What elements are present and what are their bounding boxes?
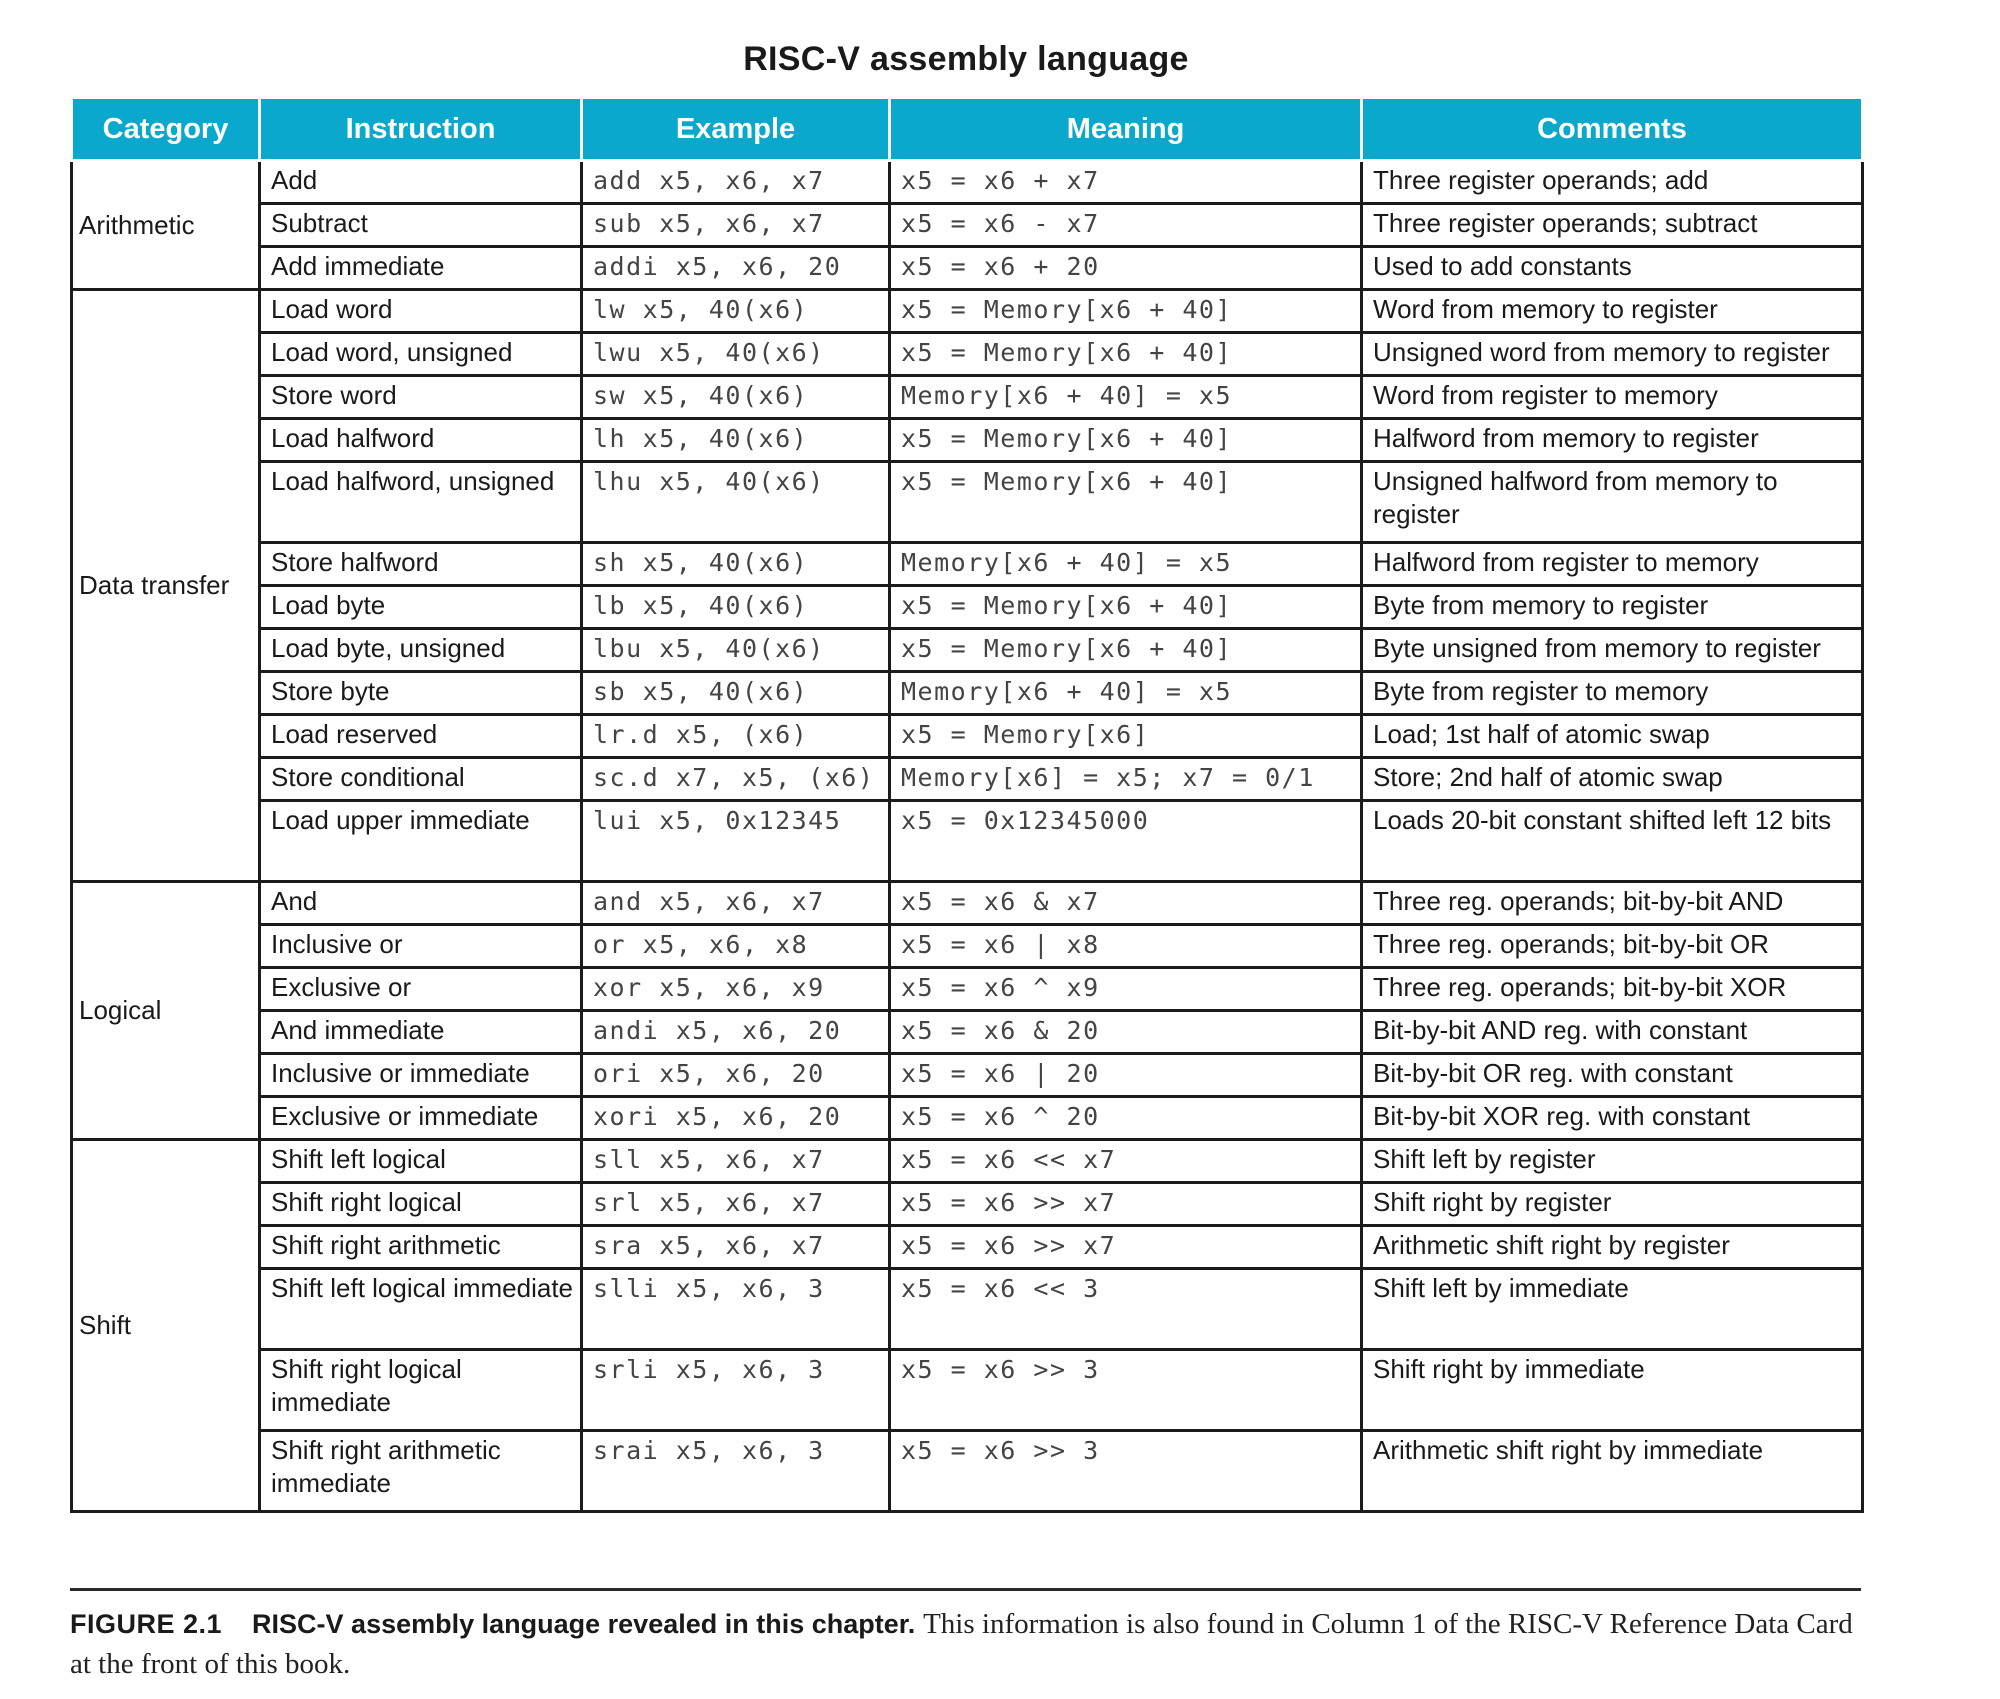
instruction-cell: Subtract: [260, 204, 582, 247]
table-row: [72, 1097, 1863, 1140]
comment-cell: Load; 1st half of atomic swap: [1362, 715, 1863, 758]
example-cell: ori x5, x6, 20: [582, 1054, 890, 1097]
meaning-cell: x5 = x6 << x7: [890, 1140, 1362, 1183]
meaning-cell: x5 = x6 << 3: [890, 1269, 1362, 1350]
instruction-cell: And immediate: [260, 1011, 582, 1054]
example-cell: add x5, x6, x7: [582, 161, 890, 204]
meaning-cell: x5 = Memory[x6 + 40]: [890, 333, 1362, 376]
example-cell: and x5, x6, x7: [582, 882, 890, 925]
comment-cell: Three register operands; add: [1362, 161, 1863, 204]
comment-cell: Unsigned halfword from memory to register: [1362, 462, 1863, 543]
table-row: [72, 715, 1863, 758]
meaning-cell: x5 = x6 + 20: [890, 247, 1362, 290]
comment-cell: Three reg. operands; bit-by-bit XOR: [1362, 968, 1863, 1011]
meaning-cell: Memory[x6 + 40] = x5: [890, 376, 1362, 419]
meaning-cell: x5 = x6 >> x7: [890, 1226, 1362, 1269]
example-cell: srl x5, x6, x7: [582, 1183, 890, 1226]
comment-cell: Byte unsigned from memory to register: [1362, 629, 1863, 672]
example-cell: srli x5, x6, 3: [582, 1350, 890, 1431]
comment-cell: Loads 20-bit constant shifted left 12 bits: [1362, 801, 1863, 882]
comment-cell: Bit-by-bit OR reg. with constant: [1362, 1054, 1863, 1097]
table-row: [72, 758, 1863, 801]
table-row: [72, 333, 1863, 376]
caption-title: RISC-V assembly language revealed in this chapter.: [252, 1609, 916, 1639]
example-cell: or x5, x6, x8: [582, 925, 890, 968]
instruction-cell: Load word, unsigned: [260, 333, 582, 376]
table-row: [72, 1011, 1863, 1054]
example-cell: lui x5, 0x12345: [582, 801, 890, 882]
category-data-transfer: Data transfer: [72, 290, 260, 882]
instruction-cell: Shift right arithmetic immediate: [260, 1431, 582, 1512]
meaning-cell: x5 = x6 ^ x9: [890, 968, 1362, 1011]
table-row: [72, 1350, 1863, 1431]
meaning-cell: Memory[x6 + 40] = x5: [890, 543, 1362, 586]
table-row: [72, 543, 1863, 586]
header-category: Category: [72, 98, 260, 161]
instruction-cell: Load reserved: [260, 715, 582, 758]
table-row: [72, 925, 1863, 968]
meaning-cell: x5 = x6 | x8: [890, 925, 1362, 968]
comment-cell: Unsigned word from memory to register: [1362, 333, 1863, 376]
figure-caption: [70, 1604, 1870, 1684]
table-row: [72, 462, 1863, 543]
example-cell: sc.d x7, x5, (x6): [582, 758, 890, 801]
figure-label: FIGURE 2.1: [70, 1609, 223, 1639]
meaning-cell: x5 = Memory[x6 + 40]: [890, 586, 1362, 629]
category-arithmetic: Arithmetic: [72, 161, 260, 290]
table-row: [72, 586, 1863, 629]
comment-cell: Byte from register to memory: [1362, 672, 1863, 715]
comment-cell: Arithmetic shift right by register: [1362, 1226, 1863, 1269]
header-meaning: Meaning: [890, 98, 1362, 161]
meaning-cell: x5 = Memory[x6 + 40]: [890, 462, 1362, 543]
meaning-cell: x5 = x6 + x7: [890, 161, 1362, 204]
example-cell: sb x5, 40(x6): [582, 672, 890, 715]
comment-cell: Store; 2nd half of atomic swap: [1362, 758, 1863, 801]
example-cell: slli x5, x6, 3: [582, 1269, 890, 1350]
meaning-cell: x5 = x6 >> x7: [890, 1183, 1362, 1226]
comment-cell: Word from register to memory: [1362, 376, 1863, 419]
table-row: [72, 629, 1863, 672]
table-title: RISC-V assembly language: [743, 40, 1189, 78]
table-row: [72, 1054, 1863, 1097]
example-cell: xor x5, x6, x9: [582, 968, 890, 1011]
example-cell: sub x5, x6, x7: [582, 204, 890, 247]
assembly-language-table: [70, 96, 1864, 1513]
example-cell: lhu x5, 40(x6): [582, 462, 890, 543]
category-logical: Logical: [72, 882, 260, 1140]
example-cell: addi x5, x6, 20: [582, 247, 890, 290]
meaning-cell: x5 = x6 ^ 20: [890, 1097, 1362, 1140]
table-row: [72, 419, 1863, 462]
instruction-cell: Load upper immediate: [260, 801, 582, 882]
comment-cell: Shift left by register: [1362, 1140, 1863, 1183]
meaning-cell: x5 = x6 >> 3: [890, 1350, 1362, 1431]
caption-text: This information is also found in Column 1 of the RISC-V Reference Data Card at the front of this book.: [70, 1608, 1853, 1680]
table-row: [72, 968, 1863, 1011]
comment-cell: Halfword from memory to register: [1362, 419, 1863, 462]
instruction-cell: Load halfword, unsigned: [260, 462, 582, 543]
example-cell: lwu x5, 40(x6): [582, 333, 890, 376]
comment-cell: Bit-by-bit AND reg. with constant: [1362, 1011, 1863, 1054]
example-cell: lw x5, 40(x6): [582, 290, 890, 333]
category-shift: Shift: [72, 1140, 260, 1512]
comment-cell: Shift right by immediate: [1362, 1350, 1863, 1431]
meaning-cell: x5 = Memory[x6]: [890, 715, 1362, 758]
table-row: [72, 290, 1863, 333]
instruction-cell: Add: [260, 161, 582, 204]
table-row: [72, 1269, 1863, 1350]
instruction-cell: Store conditional: [260, 758, 582, 801]
meaning-cell: x5 = 0x12345000: [890, 801, 1362, 882]
table-row: [72, 672, 1863, 715]
meaning-cell: x5 = Memory[x6 + 40]: [890, 290, 1362, 333]
meaning-cell: x5 = x6 | 20: [890, 1054, 1362, 1097]
table-row: [72, 161, 1863, 204]
meaning-cell: x5 = x6 >> 3: [890, 1431, 1362, 1512]
comment-cell: Shift right by register: [1362, 1183, 1863, 1226]
instruction-cell: Load halfword: [260, 419, 582, 462]
example-cell: sw x5, 40(x6): [582, 376, 890, 419]
instruction-cell: Inclusive or: [260, 925, 582, 968]
instruction-cell: Load word: [260, 290, 582, 333]
table-row: [72, 1183, 1863, 1226]
instruction-cell: Shift left logical immediate: [260, 1269, 582, 1350]
header-row: [72, 98, 1863, 161]
instruction-cell: Shift right logical: [260, 1183, 582, 1226]
instruction-cell: Load byte: [260, 586, 582, 629]
table-row: [72, 1431, 1863, 1512]
instruction-cell: Shift right arithmetic: [260, 1226, 582, 1269]
comment-cell: Shift left by immediate: [1362, 1269, 1863, 1350]
instruction-cell: Add immediate: [260, 247, 582, 290]
comment-cell: Three reg. operands; bit-by-bit AND: [1362, 882, 1863, 925]
header-example: Example: [582, 98, 890, 161]
instruction-cell: Store byte: [260, 672, 582, 715]
caption-divider: [70, 1588, 1861, 1591]
example-cell: sh x5, 40(x6): [582, 543, 890, 586]
example-cell: lb x5, 40(x6): [582, 586, 890, 629]
meaning-cell: x5 = x6 & 20: [890, 1011, 1362, 1054]
meaning-cell: x5 = Memory[x6 + 40]: [890, 629, 1362, 672]
instruction-cell: Load byte, unsigned: [260, 629, 582, 672]
example-cell: lbu x5, 40(x6): [582, 629, 890, 672]
instruction-cell: Exclusive or immediate: [260, 1097, 582, 1140]
comment-cell: Arithmetic shift right by immediate: [1362, 1431, 1863, 1512]
example-cell: lh x5, 40(x6): [582, 419, 890, 462]
instruction-cell: Store word: [260, 376, 582, 419]
table-row: [72, 376, 1863, 419]
example-cell: sll x5, x6, x7: [582, 1140, 890, 1183]
comment-cell: Byte from memory to register: [1362, 586, 1863, 629]
example-cell: lr.d x5, (x6): [582, 715, 890, 758]
example-cell: sra x5, x6, x7: [582, 1226, 890, 1269]
example-cell: srai x5, x6, 3: [582, 1431, 890, 1512]
table-row: [72, 247, 1863, 290]
table-row: [72, 1140, 1863, 1183]
comment-cell: Word from memory to register: [1362, 290, 1863, 333]
comment-cell: Three reg. operands; bit-by-bit OR: [1362, 925, 1863, 968]
instruction-cell: Exclusive or: [260, 968, 582, 1011]
meaning-cell: Memory[x6 + 40] = x5: [890, 672, 1362, 715]
instruction-cell: Inclusive or immediate: [260, 1054, 582, 1097]
table-row: [72, 1226, 1863, 1269]
instruction-cell: Shift right logical immediate: [260, 1350, 582, 1431]
instruction-cell: Store halfword: [260, 543, 582, 586]
comment-cell: Halfword from register to memory: [1362, 543, 1863, 586]
table-row: [72, 882, 1863, 925]
table-row: [72, 204, 1863, 247]
example-cell: andi x5, x6, 20: [582, 1011, 890, 1054]
meaning-cell: x5 = x6 & x7: [890, 882, 1362, 925]
meaning-cell: Memory[x6] = x5; x7 = 0/1: [890, 758, 1362, 801]
example-cell: xori x5, x6, 20: [582, 1097, 890, 1140]
instruction-cell: Shift left logical: [260, 1140, 582, 1183]
comment-cell: Bit-by-bit XOR reg. with constant: [1362, 1097, 1863, 1140]
meaning-cell: x5 = Memory[x6 + 40]: [890, 419, 1362, 462]
meaning-cell: x5 = x6 - x7: [890, 204, 1362, 247]
table-row: [72, 801, 1863, 882]
comment-cell: Used to add constants: [1362, 247, 1863, 290]
header-instruction: Instruction: [260, 98, 582, 161]
instruction-cell: And: [260, 882, 582, 925]
header-comments: Comments: [1362, 98, 1863, 161]
comment-cell: Three register operands; subtract: [1362, 204, 1863, 247]
